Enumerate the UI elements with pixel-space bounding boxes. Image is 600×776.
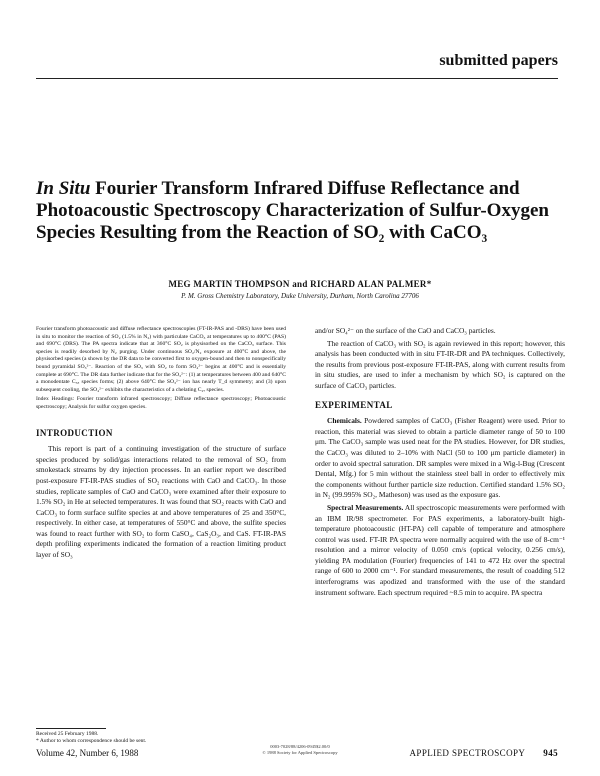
affiliation: P. M. Gross Chemistry Laboratory, Duke University, Durham, North Carolina 27706 [181, 292, 419, 300]
authors: MEG MARTIN THOMPSON and RICHARD ALAN PALMER* [168, 279, 432, 289]
right-column [315, 326, 565, 598]
review-paragraph: The reaction of CaCO₃ with SO₂ is again reviewed in this report; however, this analysis has been conducted with in situ FT-IR-DR and PA techniques. Collectively, the results from previous post-exposure FT-IR-PAS, along with current results from in situ studies, are used to infer a mechanism by which SO₂ is captured on the surface of CaCO₃ particles. [315, 338, 565, 390]
title-main: Fourier Transform Infrared Diffuse Reflectance and Photoacoustic Spectroscopy Characterization of Sulfur-Oxygen Species Resulting from the Reaction of SO₂ with CaCO₃ [36, 178, 549, 243]
page-number: 945 [543, 748, 558, 758]
intro-heading: INTRODUCTION [36, 427, 113, 438]
header-rule [36, 78, 558, 79]
title-italic: In Situ [36, 178, 91, 199]
chemicals-paragraph [315, 416, 565, 501]
index-headings [36, 396, 286, 411]
left-column [36, 326, 286, 561]
abstract-text: Fourier transform photoacoustic and diffuse reflectance spectroscopies (FT-IR-PAS and -DRS) have been used in situ to monitor the reaction of SO₂ (1.5% in N₂) with particulate CaCO₃ at temperatures up to 400°C (PAS) and 690°C (DRS). The PA spectra indicate that at 360°C SO₂ is physisorbed on the CaCO₃ surface. This species is readily desorbed by N₂ purging. Under continuous SO₂/N₂ exposure at 400°C and above, the physisorbed species (a shown by the DR data to be converted first to oxygen-bound and then to nonspecifically bound pyramidal SO₃²⁻. Reaction of the SO₃ with SO₂ to form SO₄²⁻ begins at 400°C and is essentially complete at 690°C. The DR data further indicate that for the SO₃²⁻: (1) at temperatures between 400 and 640°C a monodentate C₃ₓ species forms; (2) above 640°C the SO₃²⁻ ion has nearly T_d symmetry; and (3) upon subsequent cooling, the SO₄²⁻ exhibits the characteristics of a chelating C₂ᵥ species. [36, 326, 287, 393]
experimental-heading: EXPERIMENTAL [315, 399, 393, 410]
spectral-text: All spectroscopic measurements were performed with an IBM IR/98 spectrometer. For PAS experiments, a laboratory-built high-temperature photoacoustic (HT-PA) cell capable of temperature and atmosphere control was used. FT-IR PA spectra were normally acquired with the use of 8-cm⁻¹ resolution and a mirror velocity of 0.050 cm/s (optical velocity, 0.256 cm/s), yielding PA modulation (Fourier) frequencies of 141 to 472 Hz over the spectral range of 600 to 2000 cm⁻¹. For standard measurements, the result of coadding 512 interferograms was apodized and transformed with the use of the standard instrument software. Each spectrum required ~8.5 min to acquire. PA spectra [315, 502, 565, 597]
volume-info: Volume 42, Number 6, 1988 [36, 748, 139, 758]
intro-paragraph: This report is part of a continuing investigation of the structure of surface species produced by solid/gas interactions related to the removal of SO₂ from smokestack streams by dry injection processes. In an earlier report we described post-exposure FT-IR-PAS studies of SO₂ reactions with CaO and CaCO₃. In those studies, replicate samples of CaO and CaCO₃ were examined after their exposure to 1.5% SO₂ in He at selected temperatures. It was found that SO₂ reacts with CaO and CaCO₃ to form surface sulfite species at and above temperatures of 25 and 350°C, respectively. In either case, at temperatures of 550°C and above, the sulfite species was found to react further with SO₂ to form CaSO₄, CaS₂O₃, and CaS. FT-IR-PAS depth profiling experiments indicated the formation of a reaction limiting product layer of SO₃ [36, 444, 286, 560]
spectral-label: Spectral Measurements. [327, 502, 404, 512]
chemicals-label: Chemicals. [327, 416, 362, 426]
continued-paragraph: and/or SO₄²⁻ on the surface of the CaO and CaCO₃ particles. [315, 326, 496, 335]
issn-line: 0003-7028/88/4206-0945$2.00/0 [270, 744, 330, 749]
spectral-paragraph [315, 503, 565, 598]
footnote-author: * Author to whom correspondence should be sent. [36, 738, 147, 744]
footnote-received: Received 25 February 1988. [36, 731, 99, 737]
section-label: submitted papers [439, 52, 558, 69]
footnote-rule [36, 728, 106, 729]
index-terms: Fourier transform infrared spectroscopy; Diffuse reflectance spectroscopy; Photoacoustic spectroscopy; Analysis for sulfur oxygen species. [36, 396, 286, 410]
paper-title [36, 178, 566, 244]
journal-name: APPLIED SPECTROSCOPY [409, 748, 526, 758]
journal-footer [410, 748, 558, 758]
index-label: Index Headings: [36, 396, 75, 403]
abstract [36, 326, 286, 412]
copyright-line: © 1988 Society for Applied Spectroscopy [262, 749, 338, 755]
chemicals-text: Powdered samples of CaCO₃ (Fisher Reagent) were used. Prior to reaction, this material was sieved to obtain a particle diameter range of 50 to 100 μm. The CaCO₃ sample was used neat for the PA studies. However, for DR studies, the CaCO₃ was diluted to 2–10% with NaCl (50 to 100 μm particle diameter) in order to avoid spectral saturation. DR samples were mixed in a Wig-l-Bug (Crescent Dental, Mfg.) for 5 min without the stainless steel ball in order to effectively mix the components without further particle size reduction. Certified standard 1.5% SO₂ in N₂ (99.995% SO₂, Matheson) was used as the exposure gas. [315, 416, 565, 500]
